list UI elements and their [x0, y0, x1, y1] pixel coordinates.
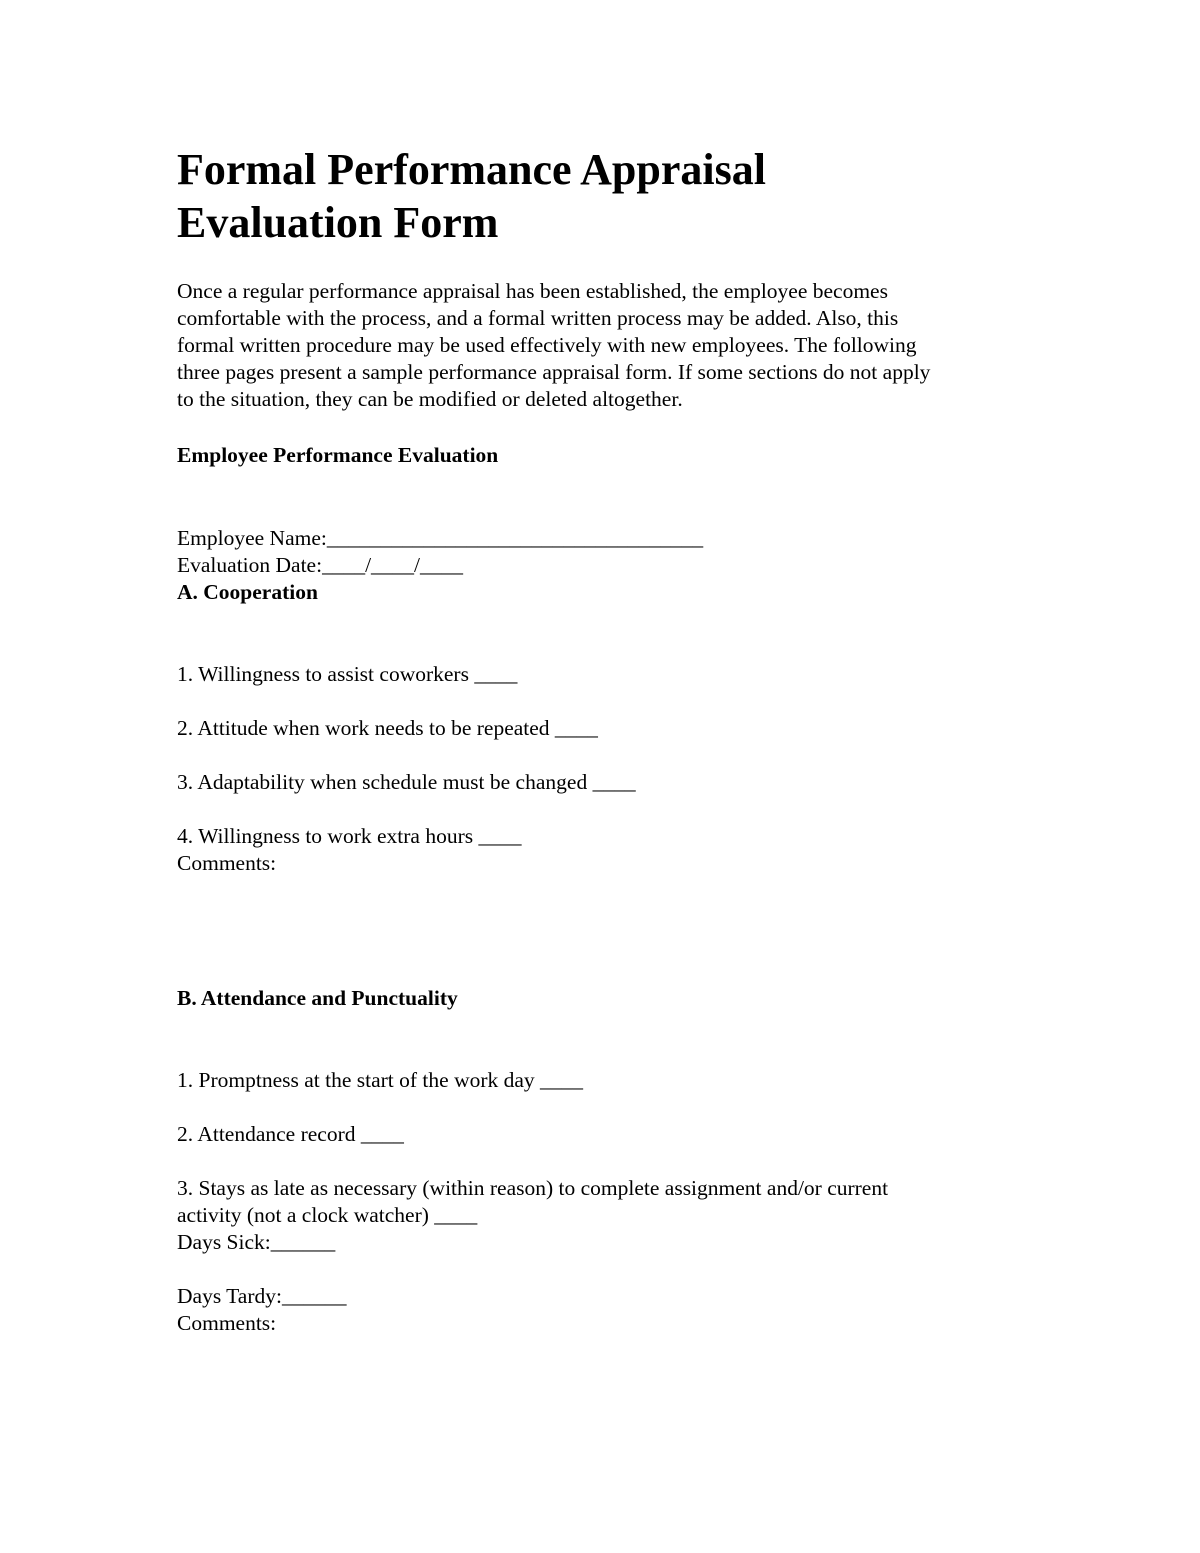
document-title — [177, 143, 1037, 249]
days-sick-field[interactable]: Days Sick:______ — [177, 1230, 336, 1254]
intro-line: three pages present a sample performance appraisal form. If some sections do not apply — [177, 360, 931, 384]
employee-name-field[interactable]: Employee Name:___________________________________ — [177, 526, 704, 550]
intro-line: Once a regular performance appraisal has been established, the employee becomes — [177, 279, 888, 303]
days-tardy-field[interactable]: Days Tardy:______ — [177, 1284, 347, 1308]
intro-line: to the situation, they can be modified or deleted altogether. — [177, 387, 683, 411]
section-a-item[interactable]: 4. Willingness to work extra hours ____ — [177, 824, 522, 848]
section-a-comments-label: Comments: — [177, 851, 277, 875]
section-b-comments-label: Comments: — [177, 1311, 277, 1335]
section-a-item[interactable]: 1. Willingness to assist coworkers ____ — [177, 662, 518, 686]
intro-line: formal written procedure may be used effectively with new employees. The following — [177, 333, 917, 357]
section-a-item[interactable]: 3. Adaptability when schedule must be changed ____ — [177, 770, 636, 794]
section-b-item[interactable]: activity (not a clock watcher) ____ — [177, 1203, 478, 1227]
section-b-item[interactable]: 2. Attendance record ____ — [177, 1122, 404, 1146]
section-b-heading: B. Attendance and Punctuality — [177, 986, 458, 1010]
title-line-2: Evaluation Form — [177, 198, 499, 247]
section-a-item[interactable]: 2. Attitude when work needs to be repeated ____ — [177, 716, 598, 740]
title-line-1: Formal Performance Appraisal — [177, 145, 766, 194]
section-a-heading: A. Cooperation — [177, 580, 318, 604]
section-b-item[interactable]: 1. Promptness at the start of the work day ____ — [177, 1068, 584, 1092]
section-b-item: 3. Stays as late as necessary (within reason) to complete assignment and/or current — [177, 1176, 889, 1200]
evaluation-date-field[interactable]: Evaluation Date:____/____/____ — [177, 553, 464, 577]
intro-line: comfortable with the process, and a formal written process may be added. Also, this — [177, 306, 899, 330]
intro-paragraph — [177, 278, 1017, 413]
form-heading: Employee Performance Evaluation — [177, 443, 499, 467]
